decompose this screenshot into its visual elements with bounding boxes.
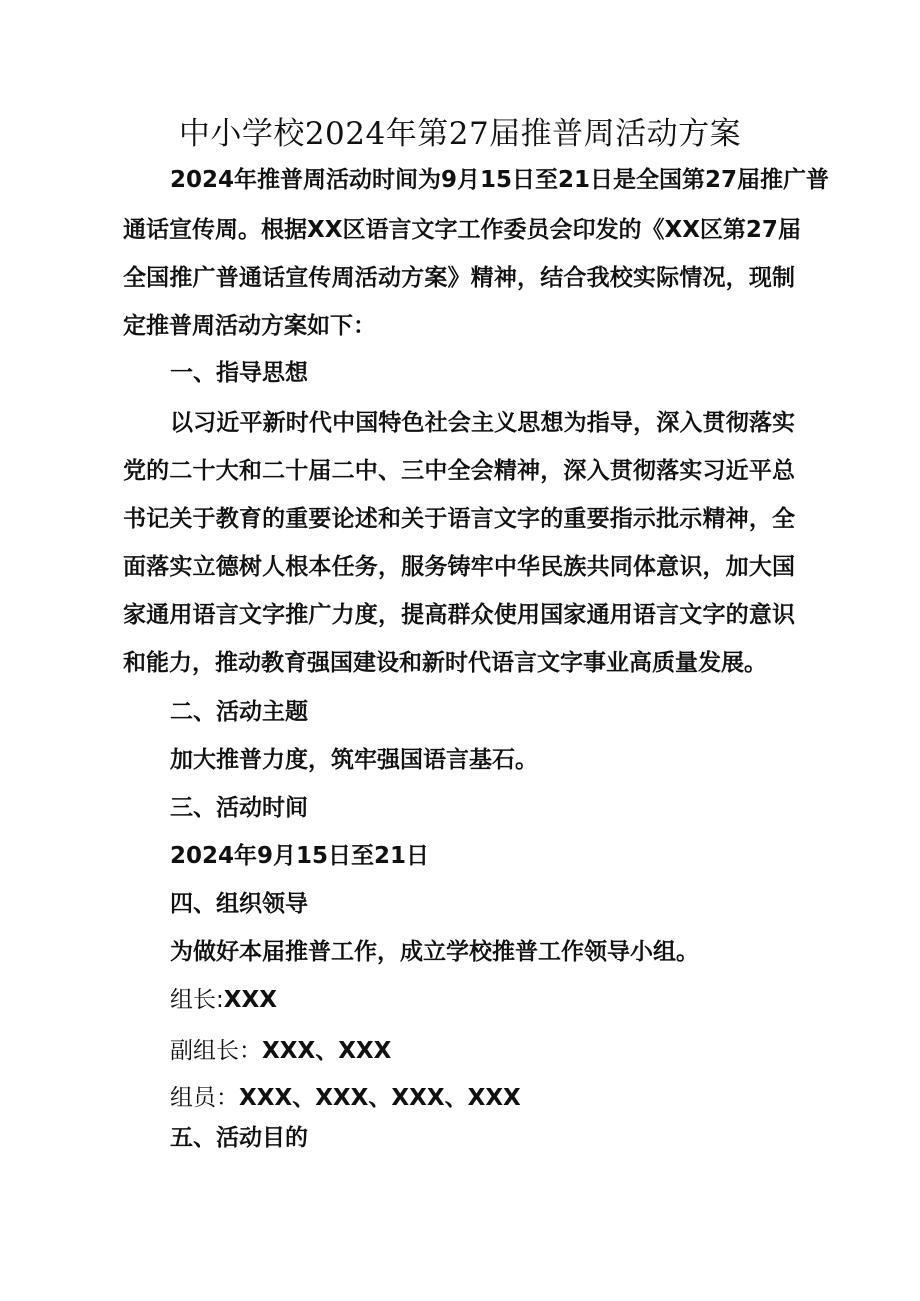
section-2-text: 加大推普力度，筑牢强国语言基石。 — [170, 747, 538, 773]
members-value: XXX、XXX、XXX、XXX — [239, 1085, 521, 1111]
intro-line-1: 2024年推普周活动时间为9月15日至21日是全国第27届推广普 — [170, 167, 830, 193]
section-4-text: 为做好本届推普工作，成立学校推普工作领导小组。 — [170, 939, 699, 965]
members-line — [170, 1082, 795, 1114]
leader-label: 组长: — [170, 987, 224, 1013]
leader-line — [170, 984, 795, 1016]
leader-value: XXX — [223, 987, 277, 1013]
intro-line-3: 全国推广普通话宣传周活动方案》精神，结合我校实际情况，现制 — [123, 265, 795, 291]
section-1-line-2: 党的二十大和二十届二中、三中全会精神，深入贯彻落实习近平总 — [123, 458, 795, 484]
section-1-line-3: 书记关于教育的重要论述和关于语言文字的重要指示批示精神，全 — [123, 506, 795, 532]
deputy-line — [170, 1035, 795, 1067]
section-1-line-6: 和能力，推动教育强国建设和新时代语言文字事业高质量发展。 — [123, 650, 767, 676]
section-2-heading: 二、活动主题 — [170, 699, 308, 725]
section-1-line-1: 以习近平新时代中国特色社会主义思想为指导，深入贯彻落实 — [170, 410, 795, 436]
deputy-label: 副组长： — [170, 1038, 262, 1064]
section-3-heading: 三、活动时间 — [170, 795, 308, 821]
section-1-line-4: 面落实立德树人根本任务，服务铸牢中华民族共同体意识，加大国 — [123, 554, 795, 580]
section-5-heading: 五、活动目的 — [170, 1125, 308, 1151]
members-label: 组员： — [170, 1085, 239, 1111]
section-3-text: 2024年9月15日至21日 — [170, 843, 430, 869]
intro-line-4: 定推普周活动方案如下： — [123, 313, 376, 339]
intro-line-2: 通话宣传周。根据XX区语言文字工作委员会印发的《XX区第27届 — [123, 217, 801, 243]
section-4-heading: 四、组织领导 — [170, 891, 308, 917]
section-1-line-5: 家通用语言文字推广力度，提高群众使用国家通用语言文字的意识 — [123, 602, 795, 628]
deputy-value: XXX、XXX — [262, 1038, 392, 1064]
section-1-heading: 一、指导思想 — [170, 360, 308, 386]
document-title: 中小学校2024年第27届推普周活动方案 — [178, 116, 742, 152]
